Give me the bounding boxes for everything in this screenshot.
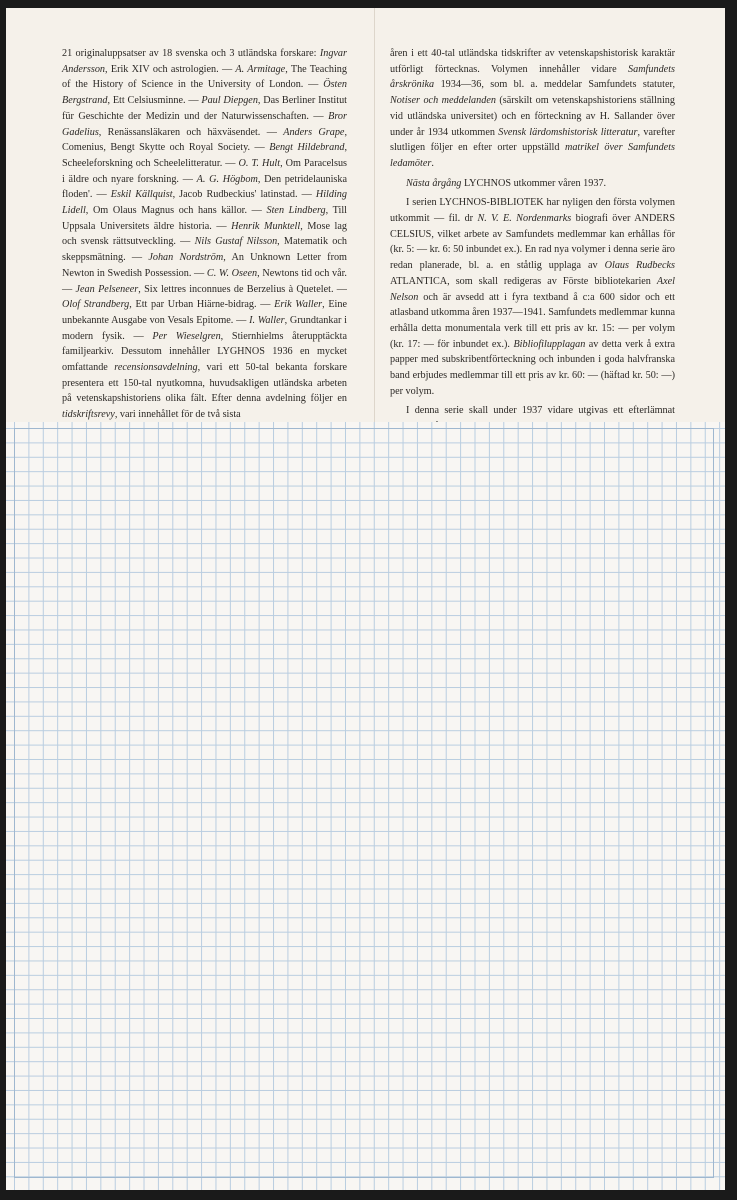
italic-run: Bibliofilupplagan <box>513 338 586 350</box>
italic-run: I. Waller <box>249 314 285 326</box>
italic-run: N. V. E. Nordenmarks <box>477 213 572 225</box>
italic-run: Axel Nelson <box>390 275 675 303</box>
text-run: , Ett Celsiusminne. — <box>107 95 202 107</box>
italic-run: Nästa årgång <box>406 177 462 189</box>
text-run: LYCHNOS utkommer våren 1937. <box>461 177 607 189</box>
text-run: , Comenius, Bengt Skytte och Royal Society. — <box>62 126 347 154</box>
right-paragraph-1 <box>390 46 675 172</box>
italic-run: Anders Grape <box>283 126 345 138</box>
text-run: 1934—36, som bl. a. meddelar Samfundets statuter, <box>434 79 675 91</box>
printed-section <box>6 8 725 422</box>
text-run: , Stiernhielms återupptäckta familjearkiv. Dessutom innehåller LYGHNOS 1936 en mycket omfattande <box>62 330 347 374</box>
text-run: , varefter slutligen följer en efter orter uppställd <box>390 126 676 154</box>
right-paragraph-3 <box>390 195 675 399</box>
italic-run: Olaus Rudbecks <box>604 260 676 272</box>
italic-run: Ingvar Andersson <box>62 48 347 75</box>
italic-run: Nils Gustaf Nilsson <box>194 236 278 248</box>
text-run: (särskilt om vetenskapshistoriens ställning vid utländska universitet) och en förteckning av H. Sallander över under år 1934 utkommen <box>390 95 675 138</box>
text-run: , Grundtankar i modern fysik. — <box>62 314 348 342</box>
text-run: , Newtons tid och vår. — <box>62 267 347 295</box>
text-run: , Six lettres inconnues de Berzelius à Quetelet. — <box>138 283 347 295</box>
italic-run: Östen Bergstrand <box>62 79 347 107</box>
italic-run: Erik Waller <box>274 299 323 311</box>
text-run: I serien LYCHNOS-BIBLIOTEK har nyligen den första volymen utkommit — fil. dr <box>390 197 675 225</box>
text-run: och är avsedd att i fyra textband å c:a 600 sidor och ett atlasband utkomma åren 1937—1941. Samfundets medlemmar kunna erhålla detta monumentala verk till ett pris av kr. 15: — per volym (kr. 17: — för inbundet ex.). <box>390 291 675 350</box>
italic-run: Samfundets årskrönika <box>390 63 675 91</box>
italic-run: A. Armitage <box>235 63 286 75</box>
grid-border <box>14 428 714 1178</box>
text-run: , Jacob Rudbeckius' latinstad. — <box>172 189 316 201</box>
italic-run: Paul Diepgen <box>201 95 258 107</box>
text-run: , Matematik och skeppsmätning. — <box>62 236 347 264</box>
text-run: , vari ett 50-tal bekanta forskare presentera ett 150-tal nyutkomna, huvudsakligen utländska arbeten på vetenskapshistoriens olika fält. Efter denna avdelning följer en <box>62 362 347 405</box>
text-run: , The Teaching of the History of Science in the University of London. — <box>62 63 347 91</box>
text-run: , Ett par Urban Hiärne-bidrag. — <box>129 299 275 311</box>
left-text-column <box>62 46 347 423</box>
italic-run: tidskriftsrevy <box>62 409 115 421</box>
text-run: , Mose lag och svensk rättsutveckling. — <box>62 220 347 248</box>
text-run: , Das Berliner Institut für Geschichte der Medizin und der Naturwissenschaften. — <box>62 95 347 122</box>
italic-run: recensionsavdelning <box>114 362 198 374</box>
text-run: , Eine unbekannte Ausgabe von Vesals Epitome. — <box>62 299 348 326</box>
text-run: ATLANTICA, som skall redigeras av Förste bibliotekarien <box>390 275 657 287</box>
right-text-column <box>390 46 675 435</box>
text-run: , Om Olaus Magnus och hans källor. — <box>85 205 267 217</box>
italic-run: Henrik Munktell <box>231 220 301 232</box>
text-run: . <box>431 157 434 169</box>
text-run: , Scheeleforskning och Scheelelitteratur. — <box>62 142 347 169</box>
text-run: , Den petridelauniska floden'. — <box>62 173 347 201</box>
italic-run: matrikel över Samfundets ledamöter <box>390 142 675 169</box>
italic-run: C. W. Oseen <box>206 267 258 279</box>
italic-run: Jean Pelseneer <box>75 283 139 295</box>
text-run: , Till Uppsala Universitets äldre historia. — <box>62 205 347 232</box>
text-run: , Om Paracelsus i äldre och nyare forskning. — <box>62 157 348 185</box>
italic-run: Hilding Lidell <box>62 189 347 217</box>
italic-run: Olof Strandberg <box>62 299 130 311</box>
text-run: åren i ett 40-tal utländska tidskrifter av vetenskapshistorisk karaktär utförligt förtecknas. Volymen innehåller vidare <box>390 48 675 75</box>
text-run: , Renässansläkaren och häxväsendet. — <box>98 126 284 138</box>
right-paragraph-2 <box>390 176 675 192</box>
italic-run: Eskil Källquist <box>110 189 173 201</box>
italic-run: Bror Gadelius <box>62 110 347 138</box>
document-sheet <box>6 8 725 1190</box>
text-run: I denna serie skall under 1937 vidare utgivas ett efterlämnat <box>406 405 675 417</box>
italic-run: Svensk lärdomshistorisk litteratur <box>498 126 638 138</box>
text-run: 21 originaluppsatser av 18 svenska och 3 utländska forskare: <box>62 48 320 59</box>
italic-run: Bengt Hildebrand <box>269 142 345 154</box>
italic-run: O. T. Hult <box>238 157 281 169</box>
left-paragraph-1 <box>62 46 347 423</box>
text-run: , vari innehållet för de två sista <box>114 409 241 421</box>
text-run: av detta verk å extra papper med subskribentförteckning och inbunden i goda halvfranska band erbjudes medlemmar till ett pris av kr. 60: — (häftad kr. 50: —) per volym. <box>390 338 675 397</box>
text-run: biografi över ANDERS CELSIUS, vilket arbete av Samfundets medlemmar kan erhållas för (kr. 5: — kr. 6: 50 inbundet ex.). En rad nya volymer i denna serie äro redan planerade, bl. a. en ståtlig upplaga av <box>390 213 675 272</box>
italic-run: Sten Lindberg <box>266 205 326 217</box>
italic-run: Notiser och meddelanden <box>390 95 496 107</box>
text-run: , An Unknown Letter from Newton in Swedish Possession. — <box>62 252 347 279</box>
text-run: , Erik XIV och astrologien. — <box>105 63 236 75</box>
fold-line <box>374 8 375 422</box>
italic-run: A. G. Högbom <box>196 173 258 185</box>
italic-run: Per Wieselgren <box>152 330 221 342</box>
italic-run: Johan Nordström <box>148 252 224 264</box>
